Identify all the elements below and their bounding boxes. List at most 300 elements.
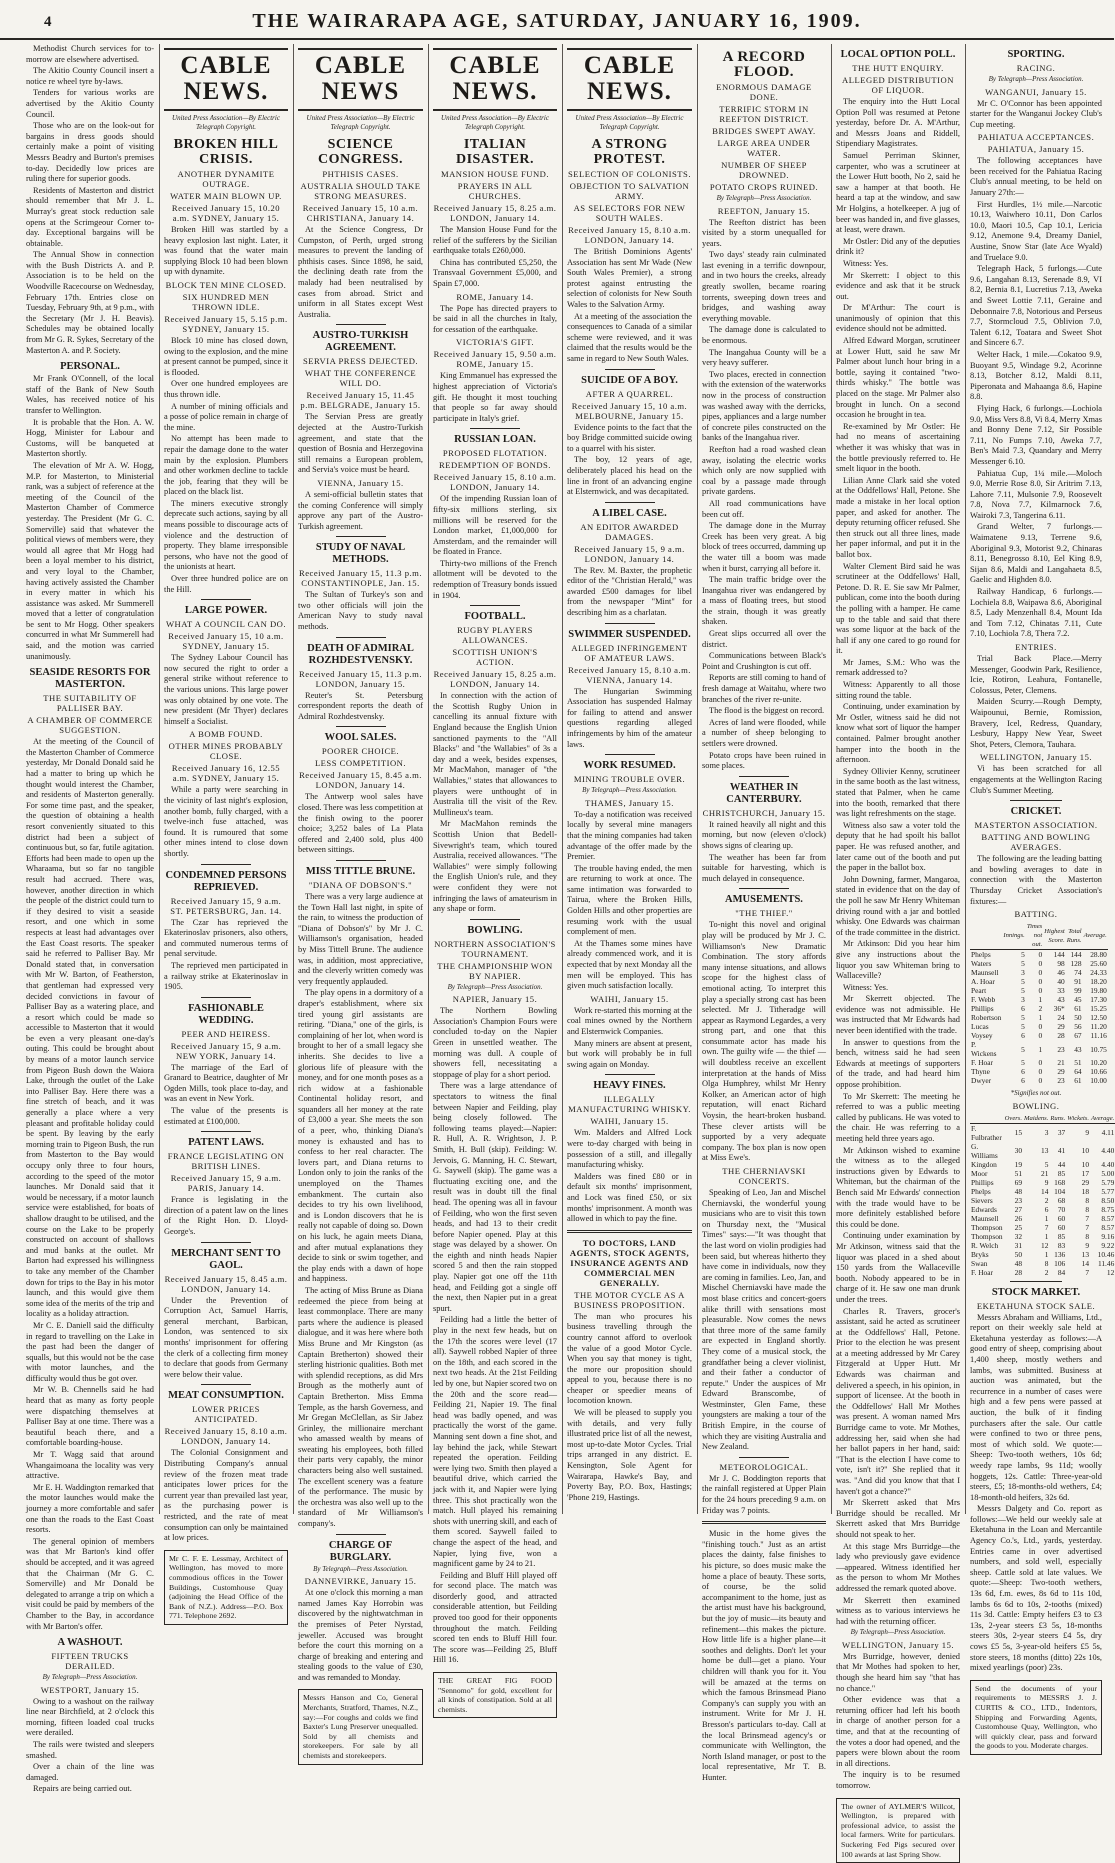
- paragraph: The inquiry is to be resumed tomorrow.: [836, 1770, 960, 1790]
- table-cell: 23: [1057, 1044, 1065, 1054]
- column-1: [26, 44, 154, 1794]
- paragraph: Mr Atkinson wished to examine the witness as to the alleged instructions given by Edwards to Whiteman, but the chairman of the Bench said Mr Edwards' connection with the trade would have to be more definitely established before this could be done.: [836, 1145, 960, 1229]
- table-cell: 28.80: [1090, 950, 1107, 960]
- table-cell: 27: [1014, 1204, 1023, 1214]
- paragraph: Mr T. Wagg said that around Whangaimoana the locality was very attractive.: [26, 1450, 154, 1481]
- paragraph: Mr J. C. Boddington reports that the rainfall registered at Upper Plain for the 24 hours preceding 9 a.m. on Friday was 7 points.: [702, 1473, 826, 1515]
- bowling-row: [970, 1169, 1115, 1178]
- article-headline: LARGE POWER.: [184, 605, 268, 617]
- article-subhead: A CHAMBER OF COMMERCE SUGGESTION.: [27, 715, 153, 736]
- table-cell: 8: [1085, 1204, 1090, 1214]
- table-cell: 5.00: [1101, 1168, 1115, 1178]
- table-cell: 37: [1057, 1128, 1066, 1138]
- table-cell: 8: [1085, 1195, 1090, 1205]
- column-header-cell: Wickets.: [1067, 1114, 1090, 1122]
- paragraph: Mr E. H. Waddington remarked that the motor launches would make the journey a more comfortable and safer one than the roads to the East Coast resorts.: [26, 1482, 154, 1535]
- table-cell: 31: [1014, 1240, 1023, 1250]
- article-subhead: "DIANA OF DOBSON'S.": [308, 880, 413, 890]
- table-cell: Swan: [971, 1258, 988, 1268]
- bowling-row: [970, 1232, 1115, 1241]
- byline: By Telegraph—Press Association.: [42, 1673, 138, 1682]
- table-cell: 5: [1021, 977, 1025, 987]
- table-cell: Phillips: [971, 1177, 994, 1187]
- table-cell: 5.79: [1101, 1177, 1115, 1187]
- paragraph: The Hungarian Swimming Association has suspended Halmay for failing to attend and answer questions regarding alleged infringements by him of the amateur laws.: [567, 686, 692, 749]
- article-headline: SWIMMER SUSPENDED.: [568, 628, 691, 640]
- table-cell: P. Wickens: [971, 1040, 997, 1059]
- table-cell: 5.77: [1101, 1186, 1115, 1196]
- table-cell: 17.30: [1090, 995, 1107, 1005]
- table-cell: 8.57: [1101, 1222, 1115, 1232]
- dateline: Received January 15, 11.45 p.m. BELGRADE, January 15.: [300, 390, 421, 411]
- paragraph: We will be pleased to supply you with details, and very fully illustrated price list of all the newest, most up-to-date Motor Cycles. Trial trips arranged in any district. E. Kensington, Sole Agent for Wairarapa, Hawke's Bay, and Poverty Bay, P.O. Box, Hastings; 'Phone 219, Hastings.: [567, 1408, 692, 1502]
- table-cell: 25.60: [1090, 959, 1107, 969]
- table-cell: 1: [1044, 1231, 1049, 1241]
- table-cell: 85: [1057, 1231, 1066, 1241]
- table-cell: 61: [1074, 1076, 1082, 1086]
- article-headline: WEATHER IN CANTERBURY.: [726, 781, 802, 805]
- table-cell: F. Fulbrather: [971, 1123, 1002, 1142]
- paragraph: The Inangahua County will be a very heavy sufferer.: [702, 347, 826, 368]
- article-headline: DEATH OF ADMIRAL ROZHDESTVENSKY.: [307, 642, 414, 666]
- column-header-cell: Maidens.: [1024, 1114, 1049, 1122]
- paragraph: Samuel Perriman Skinner, carpenter, who was a scrutineer at the Lower Hutt booth, No 2, said he saw a hamper at that booth. He heard a tap at the window, and saw Mr Holgins, a hotelkeeper. A jug of beer was handed in, and five glasses, at least, were drawn.: [836, 150, 960, 235]
- paragraph: Residents of Masterton and district should remember that Mr J. L. Murray's great stock reduction sale opens at the Scrimgeour Corner to-day. Exceptional bargains will be obtainable.: [26, 185, 154, 248]
- dateline: WELLINGTON, January 15.: [841, 1639, 955, 1650]
- dateline: CHRISTCHURCH, January 15.: [702, 807, 826, 818]
- article-headline: A LIBEL CASE.: [592, 507, 667, 519]
- column-header-cell: [970, 922, 1002, 950]
- article-headline: A WASHOUT.: [57, 1637, 123, 1649]
- table-cell: 10.20: [1090, 1058, 1107, 1068]
- article-subhead: PRAYERS IN ALL CHURCHES.: [457, 181, 533, 201]
- paragraph: Many miners are absent at present, but work will probably be in full swing again on Monday.: [567, 1038, 692, 1069]
- table-cell: 68: [1057, 1195, 1066, 1205]
- column-header-cell: Overs.: [1004, 1114, 1023, 1122]
- bowling-row: [970, 1250, 1115, 1259]
- table-cell: 44: [1057, 1159, 1066, 1169]
- article-headline: CHARGE OF BURGLARY.: [328, 1539, 393, 1563]
- paragraph: The Sydney Labour Council has now secured the right to order a general strike without reference to the various unions. This large power was only obtained by one vote. The new president (Mr Thyer) declares himself a Socialist.: [164, 653, 288, 726]
- article-subhead: METEOROLOGICAL.: [719, 1461, 809, 1472]
- paragraph: China has contributed £5,250, the Transvaal Government £5,000, and Spain £7,000.: [433, 257, 557, 288]
- article-subhead: BRIDGES SWEPT AWAY.: [712, 126, 816, 136]
- article-subhead: PHTHISIS CASES.: [322, 169, 399, 179]
- section-heading: SPORTING.: [1007, 49, 1065, 60]
- column-rule: [965, 44, 966, 1514]
- paragraph: The rails were twisted and sleepers smashed.: [26, 1740, 154, 1760]
- table-cell: 7: [1085, 1267, 1090, 1277]
- paragraph: At one o'clock this morning a man named James Kay Horrobin was discovered by the nightwatchman in the premises of Peter Nyrstad, jeweller. Accused was brought before the court this morning on a charge of breaking and entering and stealing goods to the value of £30, and was remanded to Monday.: [298, 1588, 423, 1682]
- paragraph: Mr MacMahon reminds the Scottish Union that Bedell-Sivewright's team, which toured Australia, received allowances. "The Wallabies" were simply following the English Union's rule, and they were confident they were not infringing the laws of amateurism in any shape or form.: [433, 819, 557, 914]
- divider: [739, 1457, 789, 1458]
- paragraph: The damage done is calculated to be enormous.: [702, 325, 826, 346]
- article-subhead: NORTHERN ASSOCIATION'S TOURNAMENT.: [434, 938, 556, 959]
- paragraph: The Rev. M. Baxter, the prophetic editor of the "Christian Herald," was awarded £500 damages for libel from the newspaper "Mint" for describing him as a charlatan.: [567, 565, 692, 618]
- article-subhead: RACING.: [1016, 63, 1056, 73]
- bowling-row: [970, 1205, 1115, 1214]
- bowling-averages-table: [970, 1114, 1115, 1277]
- table-cell: 5: [1044, 1159, 1049, 1169]
- batting-row: [970, 1022, 1108, 1031]
- article-subhead: VICTORIA'S GIFT.: [456, 337, 534, 348]
- table-cell: 48: [1014, 1186, 1023, 1196]
- dateline: Received January 15, 8.25 a.m. LONDON, January 14.: [433, 203, 557, 223]
- article-headline: MISS TITTLE BRUNE.: [305, 866, 416, 877]
- table-cell: 25: [1014, 1222, 1023, 1232]
- article-subhead: OBJECTION TO SALVATION ARMY.: [569, 181, 690, 201]
- table-cell: 106: [1054, 1258, 1066, 1268]
- divider: [605, 754, 655, 755]
- table-footnote: *Signifies not out.: [1010, 1089, 1062, 1098]
- batting-averages-table: [970, 922, 1108, 1085]
- advertisement: The owner of AYLMER'S Willcot, Wellington, is prepared with professional advice, to assist the local farmers. Write for particulars. Suckering Fed Pigs secured over 100 awards at last Spring Show.: [836, 1798, 960, 1863]
- table-cell: 104: [1054, 1186, 1066, 1196]
- table-cell: 23: [1057, 1076, 1065, 1086]
- article-subhead: POTATO CROPS RUINED.: [709, 182, 819, 192]
- advertisement: Messrs Hanson and Co, General Merchants, Stratford, Thames, N.Z., say:—For coughs and colds we find Baxter's Lung Preserver unequalled. Sold by all chemists and storekeepers. For sale by all chemists and storekeepers.: [298, 1689, 423, 1764]
- paragraph: Welter Hack, 1 mile.—Cokatoo 9.9, Buoyant 9.5, Windage 9.2, Acorinne 8.13, Botcher 8.12, Maldi 8.11, Piperonata and Mahaanga 8.6, Hapine 8.8.: [970, 349, 1102, 402]
- table-cell: 6: [1021, 1067, 1025, 1077]
- article-subhead: RUGBY PLAYERS ALLOWANCES.: [457, 625, 533, 646]
- paragraph: The marriage of the Earl of Granard to Beatrice, daughter of Mr Ogden Mills, took place to-day, and was an event in New York.: [164, 1062, 288, 1104]
- paragraph: The man who procures his business travelling through the country cannot afford to overlook the value of a good Motor Cycle. When you say that money is tight, the more our proposition should appeal to you, because there is no cheaper or speedier means of locomotion known.: [567, 1311, 692, 1406]
- dateline: Received January 15, 11.3 p.m. LONDON, January 15.: [298, 668, 423, 689]
- masthead: [0, 8, 1114, 40]
- article-subhead: THE CHERNIAVSKI CONCERTS.: [722, 1166, 806, 1186]
- paragraph: Dr M'Arthur: The court is unanimously of opinion that this evidence should not be admitted.: [836, 303, 960, 334]
- paragraph: There was a large attendance of spectators to witness the final between Napier and Feilding, play being closely followed. The following teams played:—Napier: R. Hull, A. R. Wrightson, J. P. Smith, H. Bull (skip). Feilding: W. Jervois, G. Manning, H. C. Stewart, G. Saywell (skip). The game was a fluctuating exciting one, and the result was in doubt till the final head. The opening was all in favour of Feilding, who won the first seven heads, and had 13 to their credit before Napier opened. Play at this stage was delayed by a shower. On the eighth and ninth heads Napier scored 5 and then the rain stopped play. Napier got one off the 11th head, and Feilding got a single off the next, then Napier put in a great spurt.: [433, 1081, 557, 1313]
- paragraph: Mr W. B. Chennells said he had heard that as many as forty people were dispatching themselves at Palliser Bay at one time. There was a beautiful beach there, and a comfortable boarding-house.: [26, 1385, 154, 1448]
- paragraph: Thirty-two millions of the French allotment will be devoted to the redemption of Treasury bonds issued in 1904.: [433, 558, 557, 600]
- paragraph: At the Thames some mines have already commenced work, and it is expected that by next Monday all the men will be employed. This has given much satisfaction locally.: [567, 938, 692, 991]
- divider: [739, 776, 789, 777]
- dateline: WESTPORT, January 15.: [40, 1684, 140, 1695]
- article-headline: AMUSEMENTS.: [725, 894, 803, 906]
- table-cell: 9: [1044, 1177, 1049, 1187]
- article-subhead: THE HUTT ENQUIRY.: [852, 63, 944, 73]
- table-cell: 12: [1041, 1240, 1049, 1250]
- divider: [605, 1074, 655, 1075]
- article-subhead: ENTRIES.: [1015, 642, 1057, 652]
- article-subhead: THE CHAMPIONSHIP WON BY NAPIER.: [437, 960, 553, 981]
- article-headline: BOWLING.: [467, 924, 523, 936]
- dateline: Received January 15, 10 a.m. CHRISTIANA, January 14.: [302, 203, 419, 223]
- paragraph: Grand Welter, 7 furlongs.—Waimatene 9.13, Terrene 9.6, Aboriginal 9.3, Motorist 9.2, Chinaras 8.11, Benegrosso 8.10, Eel King 8.9, Sijan 8.6, Maldi and Langahaeta 8.5, Gaelic and Highden 8.0.: [970, 522, 1102, 585]
- table-cell: 8.57: [1101, 1213, 1115, 1223]
- paragraph: To-night this novel and original play will be produced by Mr J. C. Williamson's New Dramatic Combination. The story affords many intense situations, and allows scope for the highest class of emotional acting. To interpret this play a specially strong cast has been selected. Mr J. Titheradge will appear as Raymond Legardes, a very strong part, and one that this consummate actor has made his own. The guilty wife — the thief — will doubtless receive an excellent interpretation at the hands of Miss Olga Humphrey, whilst Mr Henry Kolker, an American actor of high reputation, will enact Richard Voysin, the heart-broken husband. These clever artists will be supported by a very adequate company. The box plan is now open at Miss Ewe's.: [702, 920, 826, 1163]
- article-subhead: FIFTEEN TRUCKS DERAILED.: [51, 1651, 129, 1672]
- dateline: NAPIER, January 15.: [452, 994, 538, 1005]
- table-cell: 67: [1074, 1031, 1082, 1041]
- column-header-cell: Innings.: [1002, 922, 1025, 950]
- dateline: Received January 15, 9 a.m. ST. PETERSBURG, Jan. 14.: [170, 895, 282, 916]
- paragraph: Messrs Abraham and Williams, Ltd., report on their weekly sale held at Eketahuna yesterday as follows:—A good entry of sheep, comprising about 1,400 sheep, mostly wethers and lambs, was submitted. Business at auction was animated, but the recurrence in a number of cases were high and a few pens were passed at auction, the bulk of it finding purchasers after the sale. Our cattle were confined to two or three pens, most of which sold. We quote:—Sheep: Two-tooth wethers, 10s 6d; weedy rape lambs, 9s 11d; woolly hoggets, 12s. Cattle: Three-year-old steers, £5; 18-months-old wethers, £4; 18-month-old heifers, 32s 6d.: [970, 1312, 1102, 1502]
- paragraph: All road communications have been cut off.: [702, 498, 826, 519]
- table-title: BOWLING.: [1012, 1100, 1060, 1111]
- paragraph: Witness also saw a voter told the deputy that he had spoilt his ballot paper. He was refused another, and later came out of the booth and put the paper in the ballot box.: [836, 820, 960, 873]
- table-cell: 69: [1014, 1177, 1023, 1187]
- table-cell: 40: [1057, 977, 1065, 987]
- article-subhead: SERVIA PRESS DEJECTED.: [302, 356, 419, 367]
- bowling-row: [970, 1178, 1115, 1187]
- table-cell: Thompson: [971, 1222, 1003, 1232]
- paragraph: Re-examined by Mr Ostler: He had no means of ascertaining whether it was whisky that was in the bottle previously referred to. He smelt liquor in the booth.: [836, 421, 960, 474]
- article-headline: CONDEMNED PERSONS REPRIEVED.: [165, 869, 287, 893]
- table-cell: 144: [1070, 950, 1082, 960]
- column-3: [298, 44, 423, 1761]
- table-cell: Sievers: [971, 1195, 993, 1205]
- paragraph: Feilding and Bluff Hill played off for second place. The match was disorderly good, and attracted considerable attention, but Feilding proved too good for their opponents throughout the match. Feilding scored ten ends to Bluff Hill four. The score was—Feilding 25, Bluff Hill 16.: [433, 1570, 557, 1665]
- article-headline: WORK RESUMED.: [583, 760, 676, 772]
- paragraph: Mr Ostler: Did any of the deputies drink it?: [836, 236, 960, 257]
- paragraph: The Annual Show in connection with the Bush Districts A. and P. Association is to be held on the Woodville Racecourse on Wednesday, February 17th. Entries close on Tuesday, February 9th, at 9 p.m., with the Secretary (Mr J. H. Beavis). Schedules may be obtained locally from Mr G. R. Sykes, Secretary of the Masterton A. and P. Society.: [26, 250, 154, 355]
- paragraph: France is legislating in the direction of a patent law on the lines of the Right Hon. D. Lloyd-George's.: [164, 1195, 288, 1237]
- batting-row: [970, 986, 1108, 995]
- advert-headline: TO DOCTORS, LAND AGENTS, STOCK AGENTS, INSURANCE AGENTS AND COMMERCIAL MEN GENERALLY.: [569, 1237, 690, 1288]
- paragraph: The Mansion House Fund for the relief of the sufferers by the Sicilian earthquake totals £260,000.: [433, 225, 557, 256]
- article-subhead: WATER MAIN BLOWN UP.: [170, 191, 282, 201]
- dateline: Received January 15, 10 a.m. MELBOURNE, January 15.: [571, 400, 688, 421]
- advertisement: Send the documents of your requirements to MESSRS J. J. CURTIS & CO., LTD., Indentors, Shipping and Forwarding Agents, Customhouse Quay, Wellington, who will quickly clear, pass and forward the goods to you. Moderate charges.: [970, 1680, 1102, 1755]
- article-subhead: BATTING AND BOWLING AVERAGES.: [981, 832, 1091, 853]
- article-subhead: A BOMB FOUND.: [189, 729, 263, 740]
- paragraph: At the Science Congress, Dr Cumpston, of Perth, urged strong measures to prevent the landing of phthisis cases. Since 1898, he said, the declining death rate from the malady had been neutralised by cases from abroad. Strict and uniform in all States except West Australia.: [298, 225, 423, 319]
- table-cell: 83: [1057, 1240, 1066, 1250]
- table-cell: 61: [1074, 1004, 1082, 1014]
- paragraph: At this stage Mrs Burridge—the lady who previously gave evidence—appeared. Witness identified her as the person to whom Mr Mothes addressed the remark quoted above.: [836, 1541, 960, 1593]
- table-cell: 0: [1038, 1076, 1043, 1086]
- paragraph: Broken Hill was startled by a heavy explosion last night. Later, it was found that the water main supplying Block 10 had been blown up with dynamite.: [164, 225, 288, 277]
- table-cell: 29: [1057, 1022, 1065, 1032]
- paragraph: It is probable that the Hon. A. W. Hogg, Minister for Labour and Customs, will be banqueted at Masterton shortly.: [26, 417, 154, 459]
- paragraph: Music in the home gives the "finishing touch." Just as an artist places the dainty, false finishes to his picture, so does music make the home a place of beauty. These sorts, of course, be the solid accompaniment to the home, just as the artist must have his background, but the joy of music—its beauty and refinement—this makes the picture. How little life is a higher plane—it soothes and delights. Don't let your home be dull—get a piano. Your children will thank you for it. You will be amazed at the terms on which the famous Brinsmead Piano Company's can supply you with an instrument. Write for Mr J. H. Bresson's particulars to-day. Call at the local Brinsmead agency's or communicate with Wellington, the North Island manager, or post to the local representative, Mr T. B. Hunter.: [702, 1529, 826, 1782]
- table-cell: 12.50: [1090, 1013, 1107, 1023]
- article-subhead: AUSTRALIA SHOULD TAKE STRONG MEASURES.: [300, 181, 421, 201]
- divider: [201, 1384, 251, 1385]
- batting-row: [970, 968, 1108, 977]
- table-cell: 11.16: [1090, 1031, 1107, 1041]
- article-subhead: ANOTHER DYNAMITE OUTRAGE.: [177, 169, 275, 189]
- table-cell: 51: [1074, 1058, 1082, 1068]
- table-cell: 5: [1021, 1044, 1025, 1054]
- table-cell: 13: [1081, 1249, 1090, 1259]
- byline: By Telegraph—Press Association.: [850, 1628, 946, 1637]
- page-number: 4: [44, 14, 52, 30]
- table-cell: 3: [1021, 968, 1025, 978]
- article-subhead: BLOCK TEN MINE CLOSED.: [165, 279, 287, 290]
- paragraph: To-day a notification was received locally by several mine managers that the mining companies had taken advantage of the offer made by the Premier.: [567, 809, 692, 862]
- article-headline: AUSTRO-TURKISH AGREEMENT.: [312, 330, 409, 354]
- paragraph: Mr James, S.M.: Who was the remark addressed to?: [836, 657, 960, 678]
- column-header-cell: Runs.: [1050, 1114, 1066, 1122]
- column-4: [433, 44, 557, 1714]
- article-subhead: OTHER MINES PROBABLY CLOSE.: [168, 741, 284, 762]
- paragraph: Block 10 mine has closed down, owing to the explosion, and the mine at present cannot be pumped, since it is flooded.: [164, 335, 288, 377]
- article-subhead: MASTERTON ASSOCIATION.: [974, 820, 1098, 831]
- table-cell: 0: [1038, 977, 1043, 987]
- table-cell: 13: [1041, 1146, 1049, 1156]
- paragraph: Work re-started this morning at the coal mines owned by the Northern and Elsternwick Companies.: [567, 1005, 692, 1036]
- table-cell: 8: [1085, 1231, 1090, 1241]
- table-cell: 3: [1021, 995, 1025, 1005]
- dateline: Received January 15, 9 a.m. PARIS, January 14.: [170, 1173, 282, 1194]
- divider: [336, 726, 386, 727]
- table-cell: Waters: [971, 959, 992, 969]
- table-cell: 10: [1081, 1159, 1090, 1169]
- table-cell: 5: [1021, 1058, 1025, 1068]
- column-header-cell: Average.: [1083, 922, 1108, 950]
- table-cell: 24: [1057, 1013, 1065, 1023]
- paragraph: Mr Skerrett objected. The evidence was not admissible. He was instructed that Mr Edwards had never been identified with the trade.: [836, 994, 960, 1036]
- article-subhead: EKETAHUNA STOCK SALE.: [976, 1300, 1096, 1311]
- paragraph: Great slips occurred all over the district.: [702, 629, 826, 649]
- column-rule: [159, 44, 160, 1514]
- paragraph: Reuter's St. Petersburg correspondent reports the death of Admiral Rozhdestvensky.: [298, 690, 423, 721]
- article-headline: SCIENCE CONGRESS.: [317, 137, 404, 167]
- table-cell: 9: [1085, 1128, 1090, 1138]
- paragraph: Alfred Edward Morgan, scrutineer at Lower Hutt, said he saw Mr Palmer about lunch hour bring in a bottle, saying it contained "two-thirds whisky." The bottle was placed on the stage. Mr Palmer also brought in lunch. On a second occasion he brought in tea.: [836, 336, 960, 420]
- table-cell: 1: [1038, 1013, 1043, 1023]
- article-headline: SUICIDE OF A BOY.: [581, 374, 678, 386]
- paragraph: Sydney Ollivier Kenny, scrutineer in the same booth as the last witness, stated that Palmer, when he came into the booth, remarked that there was light refreshments on the stage.: [836, 766, 960, 819]
- credit-line: United Press Association—By Electric Telegraph Copyright.: [306, 114, 415, 131]
- table-cell: 4.40: [1101, 1159, 1115, 1169]
- table-cell: 26: [1014, 1213, 1023, 1223]
- column-6: [702, 44, 826, 1782]
- paragraph: Mr Atkinson: Did you hear him give any instructions about the liquor you saw Whiteman bring to Wallaceville?: [836, 939, 960, 981]
- table-cell: 64: [1074, 1067, 1082, 1077]
- divider: [1010, 800, 1063, 801]
- table-cell: 7: [1085, 1222, 1090, 1232]
- column-rule: [428, 44, 429, 1514]
- paragraph: The play opens in a dormitory of a draper's establishment, where six tired young girl assistants are retiring. "Diana," one of the girls, is complaining of her lot, when word is brought to her of a small legacy she inherits. She decides to live a glorious life of pleasure with the money, and for one month poses as a rich widow at a fashionable Continental holiday resort, and squanders all her money at the rate of £3,000 a year. She meets the son of a peer, who, thinking Diana's money is exhausted and has to confess to her real character. The lovers part, and Diana returns to London only to join the ranks of the unemployed on the Thames embankment. The curtain also decides to try his own livelihood, and is London discovers that he is really not capable of doing so. Down on his luck, he again meets Diana, and after mutual explanations they decide to sink or swim together, and the play ends with a dawn of hope and happiness.: [298, 988, 423, 1284]
- paragraph: Repairs are being carried out.: [33, 1784, 132, 1794]
- paragraph: Methodist Church services for to-morrow are elsewhere advertised.: [26, 44, 154, 64]
- table-cell: 43: [1074, 1044, 1082, 1054]
- table-cell: 21: [1057, 1058, 1065, 1068]
- article-headline: BROKEN HILL CRISIS.: [173, 137, 279, 167]
- article-subhead: TERRIFIC STORM IN REEFTON DISTRICT.: [719, 104, 809, 124]
- table-cell: Voysey: [971, 1031, 993, 1041]
- bowling-row: [970, 1160, 1115, 1169]
- paragraph: Malders was fined £80 or in default six months' imprisonment, and Lock was fined £50, or six months' imprisonment. A month was allowed in which to pay the fine.: [567, 1171, 692, 1224]
- paragraph: John Downing, farmer, Mangaroa, stated in evidence that on the day of the poll he saw Mr Henry Whiteman driving round with a jar and bottled whisky. One Edwards was chairman of the trade committee in the district.: [836, 874, 960, 937]
- paragraph: Mr Skerrett: I object to this evidence and ask that it be struck out.: [836, 270, 960, 301]
- column-rule: [562, 44, 563, 1514]
- paragraph: Speaking of Leo, Jan and Mischel Cherniavski, the wonderful young musicians who are to visit this town on Thursday next, the "Musical Times" says:—"It was thought that the last word on violin prodigies had been said, but whereas hitherto they have come in individuals, now they are coming in families. Leo, Jan, and Mischel Cherniavski have made the most blase critics and concert-goers alike thrill with sensations most pleasurable. Now comes the news that three more of the same family are expected in England shortly. They come of a musical stock, the grandfather being a clever violinist, and their father a conductor of repute." Under the auspices of Mr Edward Branscombe, of Westminster, Glen Fame, these youngsters are making a tour of the British Empire, in the course of which they are visiting Australia and New Zealand.: [702, 1188, 826, 1452]
- paragraph: The main traffic bridge over the Inangahua river was endangered by a mass of floating trees, but stood the strain, though it was greatly shaken.: [702, 575, 826, 627]
- paragraph: The reprieved men participated in a railway strike at Ekaterinoslav in 1905.: [164, 960, 288, 992]
- table-cell: 10.66: [1090, 1067, 1107, 1077]
- paragraph: The elevation of Mr A. W. Hogg, M.P. for Masterton, to Ministerial rank, was a subject of reference at the meeting of the Council of the Masterton Chamber of Commerce yesterday. The President (Mr G. C. Somerville) said that whatever the political views of members were, they would all agree that Mr Hogg had been a loyal member to his district, and very loyal to the Chamber, having actively assisted the Chamber in every matter in which his assistance was asked. Mr Summerell moved that a letter of congratulation be sent to Mr Hogg. Other speakers concurred in what Mr Summerell had said, and the motion was carried unanimously.: [26, 460, 154, 661]
- divider: [567, 1230, 692, 1233]
- table-cell: Phelps: [971, 1186, 991, 1196]
- paragraph: Communications between Black's Point and Crushington is cut off.: [702, 651, 826, 671]
- table-cell: Dwyer: [971, 1076, 992, 1086]
- table-cell: 0: [1038, 1058, 1043, 1068]
- table-cell: 46: [1057, 968, 1065, 978]
- batting-row: [970, 977, 1108, 986]
- paragraph: Charles R. Travers, grocer's assistant, said he acted as scrutineer at the Oddfellows' Hall, Petone. Prior to the election he was present at a meeting addressed by Mr Carey Fitzgerald at Upper Hutt. Mr Edwards was chairman and delivered a speech, in his opinion, in support of licensee. At the booth in the Oddfellows' Hall Mr Mothes was present. A woman named Mrs Burridge came to vote. Mr Mothes, addressing her, said when she had her ballot papers in her hand, said: "That is the election I have come to vote, isn't it?" She replied that it was. "And did you know that that I haven't got a chance?": [836, 1306, 960, 1496]
- column-8: [970, 44, 1115, 1751]
- table-cell: 17: [1081, 1168, 1090, 1178]
- table-cell: 0: [1038, 950, 1043, 960]
- table-cell: 28: [1057, 1031, 1065, 1041]
- column-header-cell: [970, 1114, 1004, 1124]
- table-cell: 99: [1074, 986, 1082, 996]
- paragraph: Witness: Yes.: [843, 258, 889, 268]
- paragraph: Two days' steady rain culminated last evening in a terrific downpour, and in two hours the creeks, already greatly swollen, became roaring torrents, sweeping down trees and bridges, and washing away everything movable.: [702, 250, 826, 323]
- table-cell: 1: [1044, 1249, 1049, 1259]
- paragraph: Those who are on the look-out for bargains in dress goods should certainly make a point of visiting Messrs Beadry and Burton's premises to-day. Decidedly low prices are ruling there for superior goods.: [26, 121, 154, 184]
- paragraph: Reefton had a road washed clean away, isolating the electric works which only are now supplied with coal by a passage made through private gardens.: [702, 444, 826, 497]
- article-subhead: PEER AND HEIRESS.: [181, 1028, 271, 1039]
- table-cell: 56: [1074, 1022, 1082, 1032]
- article-subhead: THE SUITABILITY OF PALLISER BAY.: [43, 693, 137, 714]
- table-cell: 1: [1038, 995, 1043, 1005]
- article-subhead: POORER CHOICE.: [321, 746, 400, 757]
- paragraph: Under the Prevention of Corruption Act, Samuel Harris, general merchant, Barbican, London, was sentenced to six months' imprisonment for offering the clerk of a collecting firm money to declare that goods from Germany were below their value.: [164, 1295, 288, 1379]
- table-cell: 18.20: [1090, 977, 1107, 987]
- table-cell: 30: [1014, 1146, 1023, 1156]
- article-headline: MEAT CONSUMPTION.: [168, 1390, 284, 1402]
- article-headline: ITALIAN DISASTER.: [455, 137, 535, 167]
- article-headline: FOOTBALL.: [464, 611, 526, 623]
- table-cell: F. Hoar: [971, 1058, 993, 1068]
- bowling-row: [970, 1142, 1115, 1160]
- paragraph: A number of mining officials and a posse of police remain in charge of the mine.: [164, 401, 288, 432]
- column-header-cell: Total Runs.: [1066, 922, 1083, 950]
- table-cell: 10: [1081, 1146, 1090, 1156]
- article-headline: A RECORD FLOOD.: [722, 49, 806, 80]
- divider: [1010, 1281, 1063, 1282]
- article-subhead: LOWER PRICES ANTICIPATED.: [192, 1404, 260, 1425]
- bowling-row: [970, 1196, 1115, 1205]
- paragraph: Mr C. E. Daniell said the difficulty in regard to travelling on the Lake in the past had been the danger of squalls, but this would not be the case with motor launches, and the difficulty would thus be got over.: [26, 1320, 154, 1383]
- table-cell: 1: [1044, 1213, 1049, 1223]
- divider: [201, 997, 251, 998]
- article-headline: SEASIDE RESORTS FOR MASTERTON.: [29, 667, 151, 691]
- article-subhead: ILLEGALLY MANUFACTURING WHISKY.: [568, 1094, 691, 1115]
- table-cell: 2: [1038, 1004, 1043, 1014]
- table-cell: 41: [1057, 1146, 1066, 1156]
- table-cell: 1: [1038, 1044, 1043, 1054]
- section-heading: STOCK MARKET.: [991, 1286, 1081, 1298]
- article-subhead: AN EDITOR AWARDED DAMAGES.: [580, 521, 679, 542]
- batting-row: [970, 959, 1108, 968]
- paragraph: The boy, 12 years of age, deliberately placed his head on the line in front of an advancing engine at Elsternwick, and was decapitated.: [567, 455, 692, 497]
- dateline: PAHIATUA, January 15.: [987, 144, 1085, 155]
- column-rule: [697, 44, 698, 1514]
- batting-row: [970, 1040, 1108, 1058]
- table-cell: 3: [1044, 1128, 1049, 1138]
- table-cell: 14: [1041, 1186, 1049, 1196]
- table-cell: 9: [1085, 1240, 1090, 1250]
- article-subhead: PAHIATUA ACCEPTANCES.: [977, 132, 1095, 143]
- table-cell: 23: [1014, 1195, 1023, 1205]
- article-subhead: "THE THIEF.": [735, 908, 793, 919]
- paragraph: The miners executive strongly deprecate such actions, saying by all means possible to discourage acts of violence and the destruction of property. They blame irresponsible persons, who have not the good of the unionists at heart.: [164, 498, 288, 572]
- divider: [605, 623, 655, 624]
- column-header-cell: Times not out.: [1026, 923, 1043, 949]
- divider: [336, 324, 386, 325]
- table-cell: 15.25: [1090, 1004, 1107, 1014]
- table-cell: 11.20: [1090, 1022, 1107, 1032]
- credit-line: United Press Association—By Electric Telegraph Copyright.: [172, 114, 280, 131]
- divider: [336, 860, 386, 861]
- divider: [470, 428, 520, 429]
